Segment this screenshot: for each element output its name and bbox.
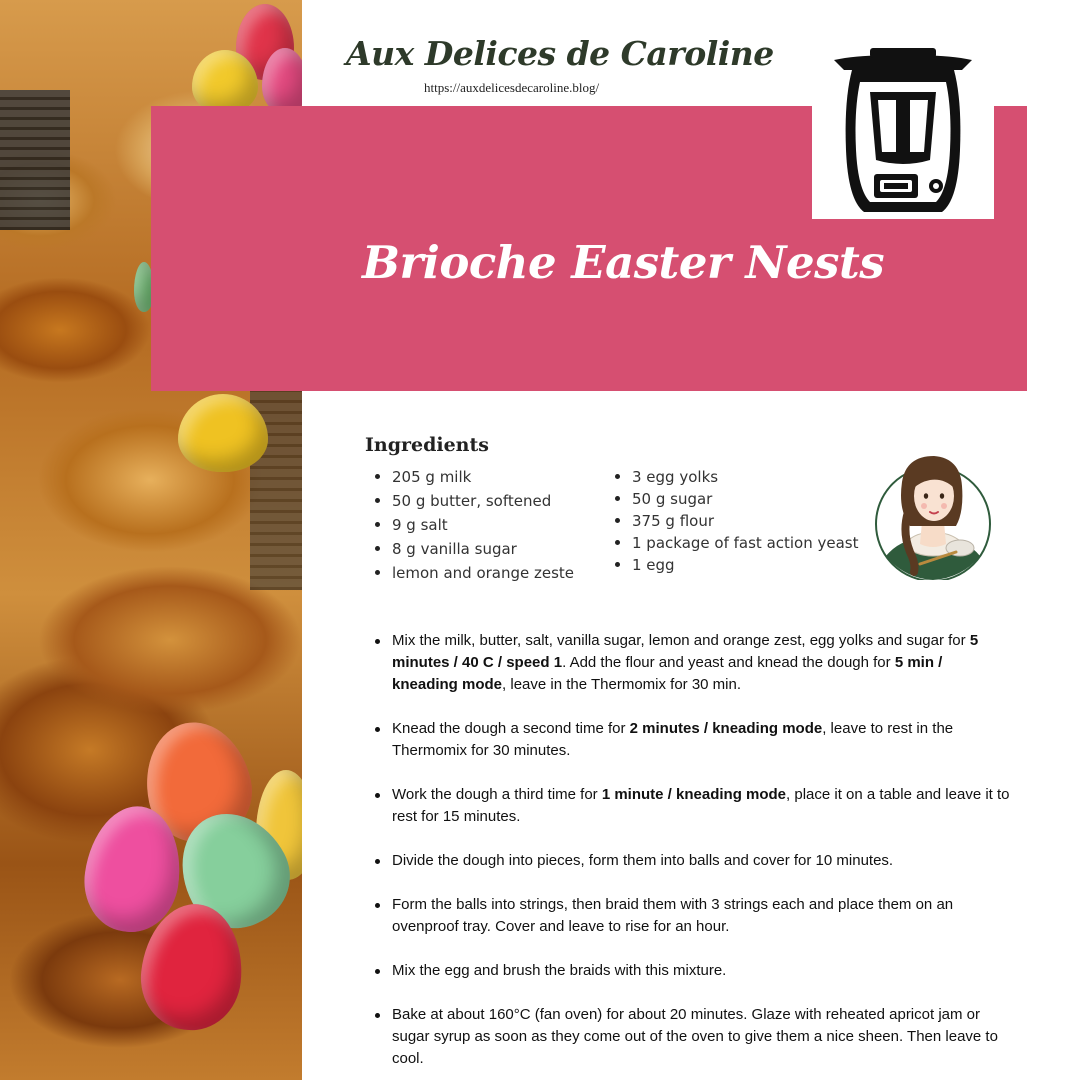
ingredients-list-2 — [606, 466, 859, 576]
step-text: , leave to rest in the Thermomix for 30 minutes. — [392, 720, 954, 759]
step-emphasis: 1 minute / kneading mode — [601, 786, 787, 803]
recipe-title: Brioche Easter Nests — [362, 236, 885, 289]
step-text: Bake at about 160°C (fan oven) for about 20 minutes. Glaze with reheated apricot jam or sugar syrup as soon as they come out of the oven to give them a nice sheen. Then leave to cool. — [392, 1006, 998, 1067]
step-item — [366, 850, 1012, 872]
candy-egg-pink — [262, 48, 302, 114]
step-item — [366, 718, 1012, 762]
step-item — [366, 630, 1012, 696]
ingredient-item: 205 g milk — [366, 466, 574, 490]
step-text: Divide the dough into pieces, form them into balls and cover for 10 minutes. — [392, 852, 894, 869]
step-text: Mix the egg and brush the braids with this mixture. — [392, 962, 727, 979]
steps-list — [366, 630, 1012, 1092]
step-text: Form the balls into strings, then braid them with 3 strings each and place them on an ovenproof tray. Cover and leave to rise for an hour. — [392, 896, 954, 935]
step-item — [366, 960, 1012, 982]
thermomix-icon — [812, 40, 994, 219]
cooling-rack — [0, 90, 70, 230]
step-text: Work the dough a third time for — [392, 786, 602, 803]
ingredient-item: 1 egg — [606, 554, 859, 576]
ingredients-heading: Ingredients — [365, 434, 489, 456]
ingredient-item: lemon and orange zeste — [366, 562, 574, 586]
step-text: Knead the dough a second time for — [392, 720, 630, 737]
step-item — [366, 894, 1012, 938]
ingredients-list-1 — [366, 466, 574, 586]
step-text: . Add the flour and yeast and knead the dough for — [562, 654, 895, 671]
step-item — [366, 784, 1012, 828]
step-emphasis: 5 minutes / 40 C / speed 1 — [392, 632, 979, 671]
site-url[interactable]: https://auxdelicesdecaroline.blog/ — [424, 80, 600, 95]
ingredient-item: 375 g flour — [606, 510, 859, 532]
chef-avatar-icon — [872, 452, 994, 580]
step-item — [366, 1004, 1012, 1070]
ingredient-item: 1 package of fast action yeast — [606, 532, 859, 554]
ingredient-item: 3 egg yolks — [606, 466, 859, 488]
ingredient-item: 50 g butter, softened — [366, 490, 574, 514]
step-text: , place it on a table and leave it to rest for 15 minutes. — [392, 786, 1010, 825]
ingredient-item: 50 g sugar — [606, 488, 859, 510]
step-emphasis: 2 minutes / kneading mode — [629, 720, 823, 737]
ingredient-item: 9 g salt — [366, 514, 574, 538]
ingredient-item: 8 g vanilla sugar — [366, 538, 574, 562]
thermomix-logo-box — [812, 40, 994, 219]
site-title: Aux Delices de Caroline — [346, 34, 774, 73]
step-text: Mix the milk, butter, salt, vanilla sugar, lemon and orange zest, egg yolks and sugar for — [392, 632, 970, 649]
step-emphasis: 5 min / kneading mode — [392, 654, 943, 693]
step-text: , leave in the Thermomix for 30 min. — [502, 676, 742, 693]
